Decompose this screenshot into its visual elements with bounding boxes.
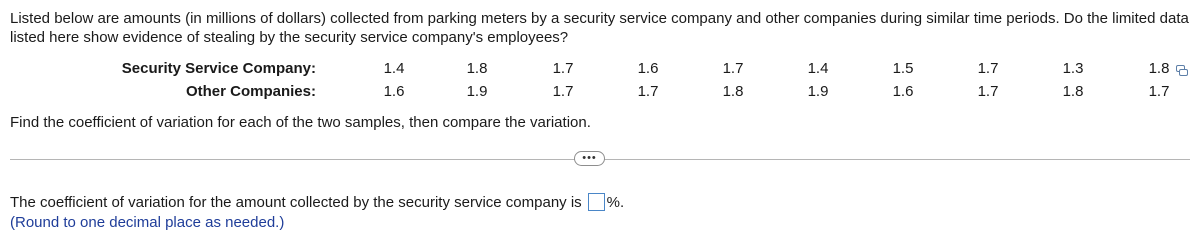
table-row-security <box>0 57 1200 79</box>
table-cell: 1.7 <box>552 60 574 77</box>
table-cell: 1.4 <box>807 60 829 77</box>
table-cell: 1.6 <box>637 60 659 77</box>
table-cell: 1.5 <box>892 60 914 77</box>
table-row-other <box>0 80 1200 102</box>
table-cell: 1.7 <box>722 60 744 77</box>
more-options-button[interactable]: ••• <box>574 151 605 166</box>
table-cell: 1.3 <box>1062 60 1084 77</box>
table-cell: 1.7 <box>977 83 999 100</box>
answer-line <box>10 193 624 211</box>
table-cell: 1.7 <box>1148 83 1170 100</box>
table-cell: 1.9 <box>466 83 488 100</box>
table-cell: 1.7 <box>637 83 659 100</box>
data-table <box>0 57 1200 107</box>
instruction-text: Find the coefficient of variation for each of the two samples, then compare the variation. <box>10 114 591 131</box>
question-text: Listed below are amounts (in millions of dollars) collected from parking meters by a security service company and other companies during similar time periods. Do the limited data listed here show evidence of stealing by the security service company's employees? <box>10 10 1189 46</box>
answer-prompt: The coefficient of variation for the amount collected by the security service company is <box>10 193 582 211</box>
table-cell: 1.8 <box>466 60 488 77</box>
rounding-hint: (Round to one decimal place as needed.) <box>10 214 285 231</box>
table-cell: 1.7 <box>977 60 999 77</box>
table-cell: 1.8 <box>1062 83 1084 100</box>
percent-suffix: %. <box>606 193 625 211</box>
table-cell: 1.8 <box>1148 60 1170 77</box>
row-label-other: Other Companies: <box>185 83 316 100</box>
table-cell: 1.8 <box>722 83 744 100</box>
table-cell: 1.4 <box>383 60 405 77</box>
table-cell: 1.6 <box>892 83 914 100</box>
table-cell: 1.9 <box>807 83 829 100</box>
row-label-security: Security Service Company: <box>121 60 316 77</box>
copy-data-icon[interactable] <box>1176 63 1188 74</box>
table-cell: 1.7 <box>552 83 574 100</box>
table-cell: 1.6 <box>383 83 405 100</box>
cv-answer-input[interactable] <box>588 193 605 211</box>
